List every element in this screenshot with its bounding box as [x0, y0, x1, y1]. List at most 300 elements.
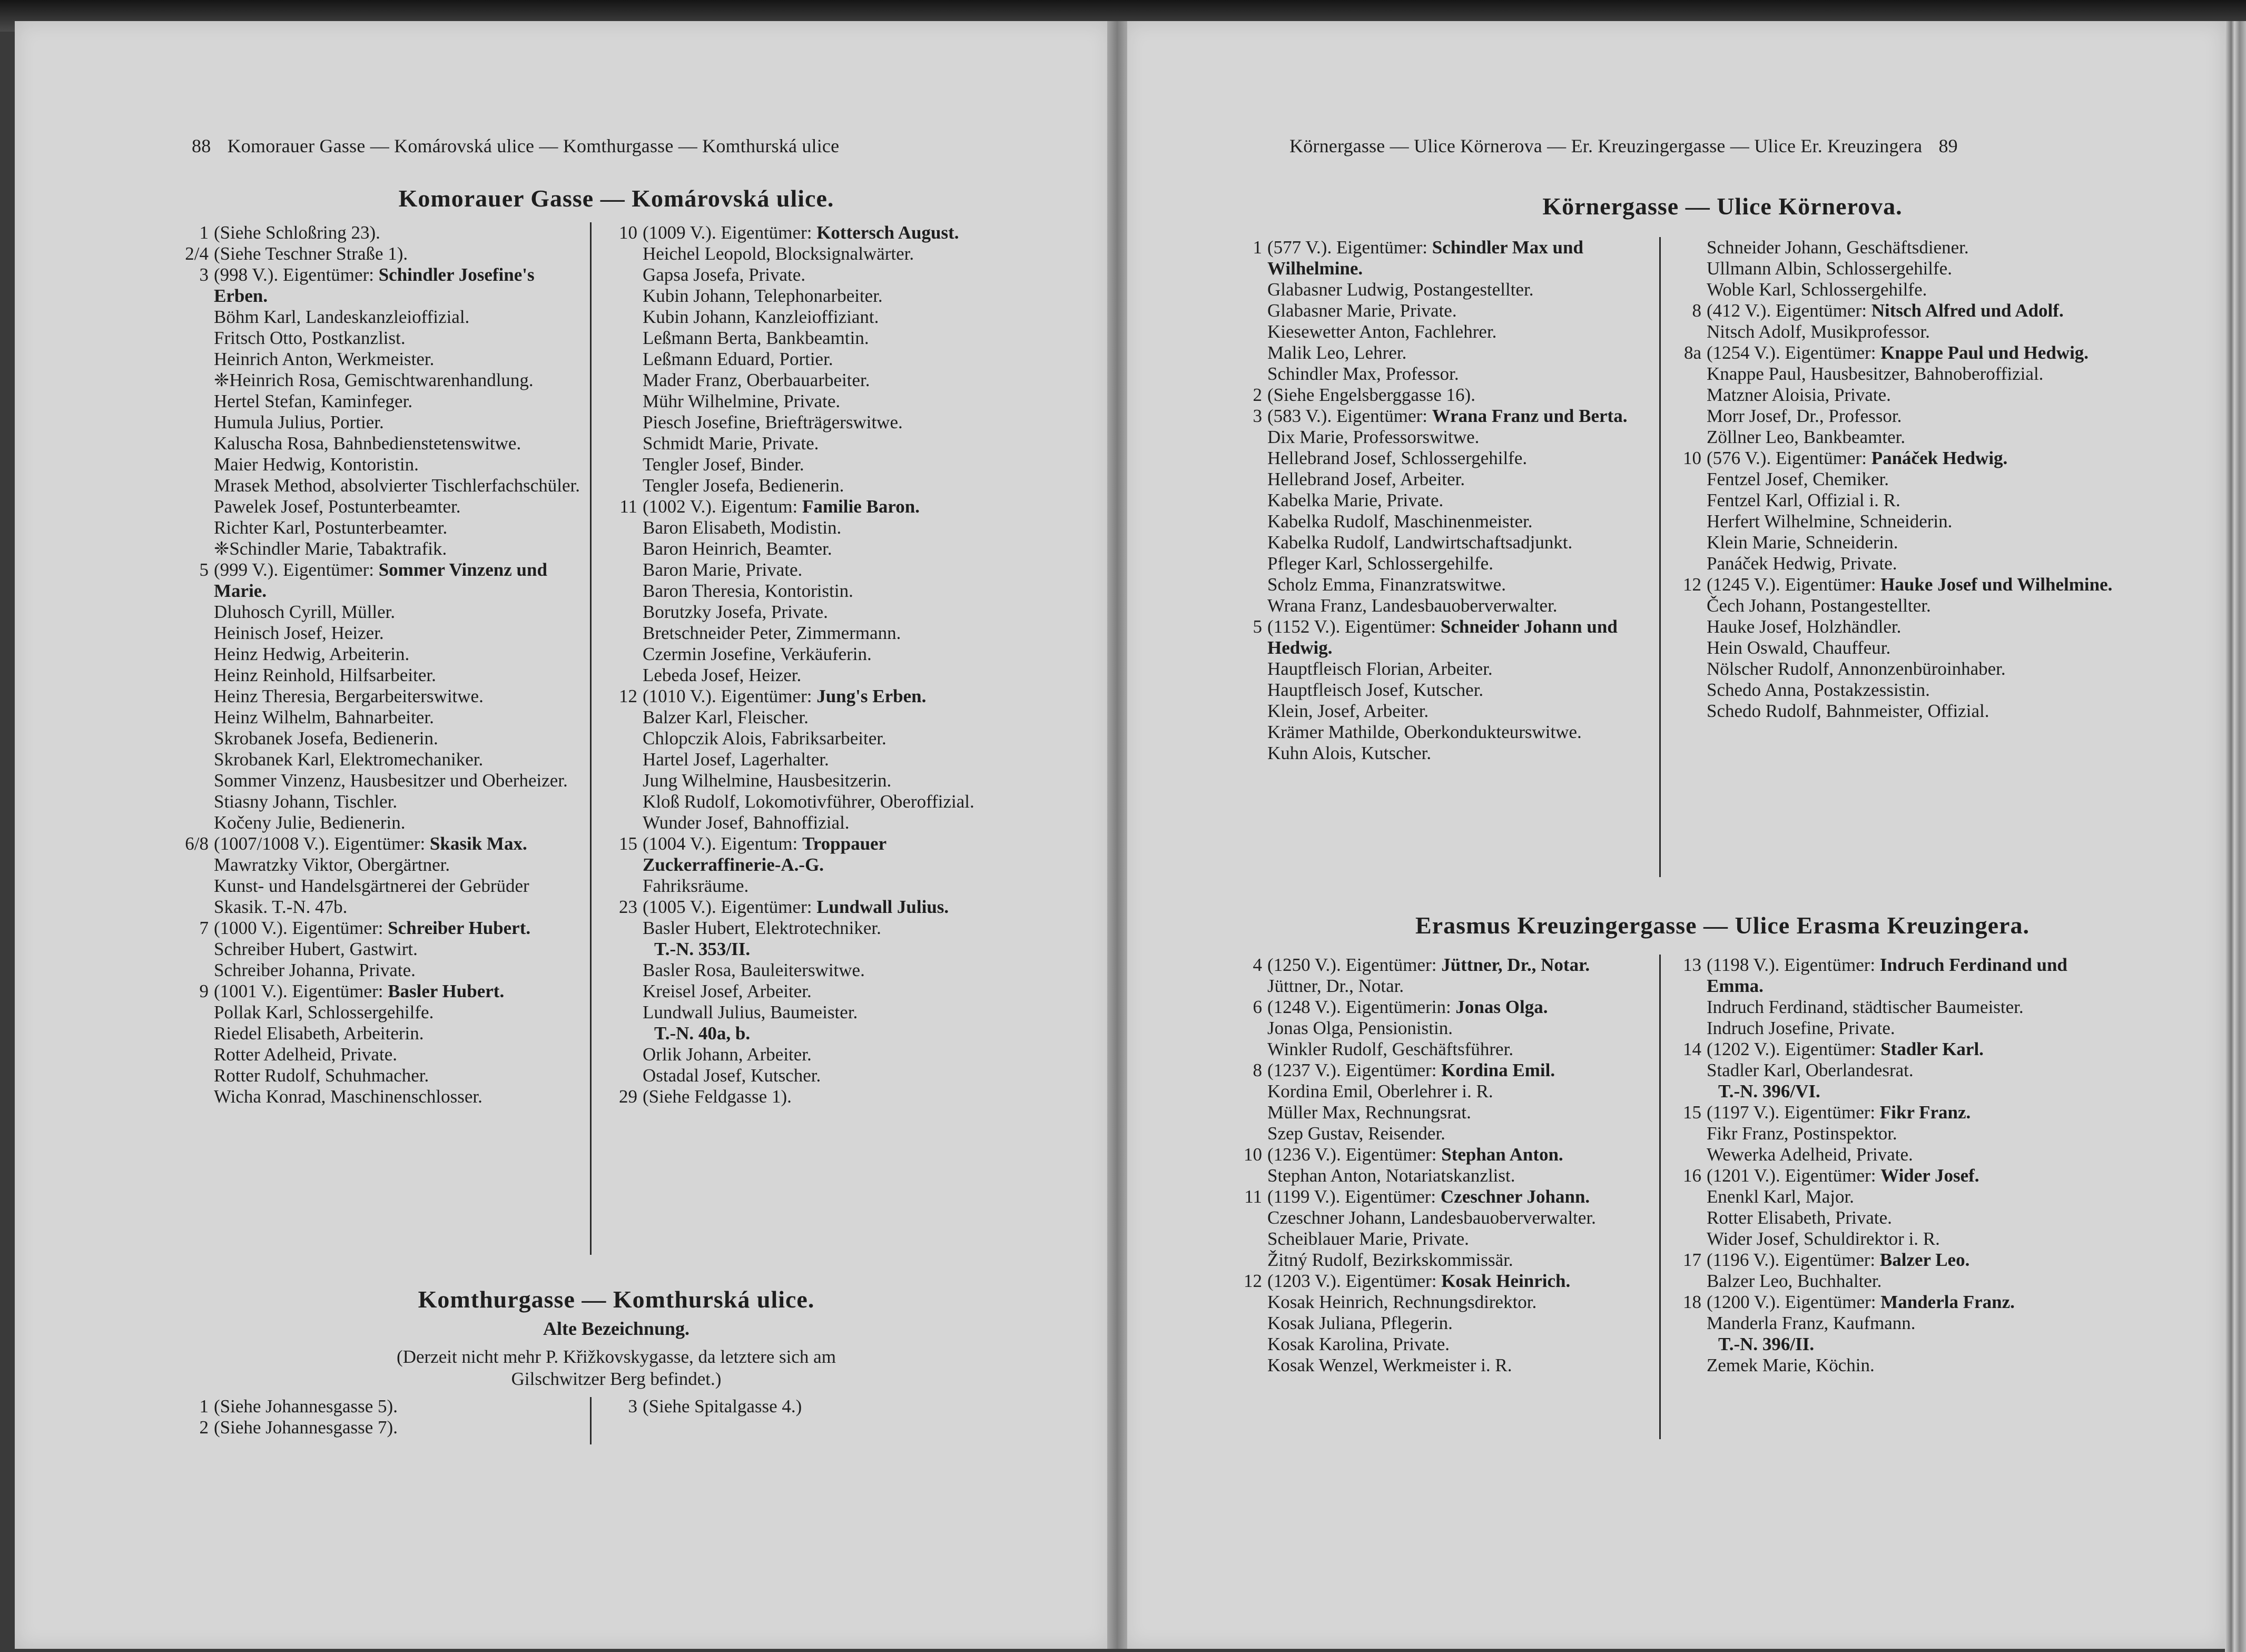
house-info: (1248 V.). Eigentümerin:: [1267, 997, 1451, 1017]
resident: Zemek Marie, Köchin.: [1707, 1355, 1875, 1375]
resident: Kabelka Rudolf, Maschinenmeister.: [1267, 511, 1533, 532]
resident: Herfert Wilhelmine, Schneiderin.: [1707, 511, 1953, 532]
resident: Czermin Josefine, Verkäuferin.: [643, 644, 872, 664]
house-info: (1002 V.). Eigentum:: [643, 496, 798, 517]
resident: Jüttner, Dr., Notar.: [1267, 976, 1404, 996]
house-info: (1250 V.). Eigentümer:: [1267, 955, 1437, 975]
resident: Indruch Josefine, Private.: [1707, 1018, 1895, 1038]
house-entry: [1659, 1102, 2120, 1165]
house-number: 2: [1253, 385, 1262, 405]
house-entry: [1220, 385, 1654, 406]
resident: Gapsa Josefa, Private.: [643, 264, 806, 285]
owner-name: Schindler Max und Wilhelmine.: [1267, 237, 1583, 279]
resident: Fentzel Karl, Offizial i. R.: [1707, 490, 1900, 510]
resident: Schedo Anna, Postakzessistin.: [1707, 680, 1930, 700]
house-entry: [1659, 1250, 2120, 1292]
resident: Woble Karl, Schlossergehilfe.: [1707, 279, 1927, 300]
house-heading: [1267, 385, 1654, 406]
owner-name: Panáček Hedwig.: [1871, 448, 2008, 468]
owner-name: Wider Josef.: [1880, 1165, 1979, 1186]
house-heading: [643, 897, 1011, 918]
house-info: (583 V.). Eigentümer:: [1267, 406, 1427, 426]
resident: Jung Wilhelmine, Hausbesitzerin.: [643, 770, 892, 791]
house-number: 16: [1683, 1165, 1701, 1186]
house-entry: [1659, 574, 2120, 722]
resident: Schindler Max, Professor.: [1267, 363, 1459, 384]
resident: Kiesewetter Anton, Fachlehrer.: [1267, 321, 1497, 342]
house-info: (1001 V.). Eigentümer:: [214, 981, 383, 1001]
resident: Wider Josef, Schuldirektor i. R.: [1707, 1228, 1940, 1249]
resident: Czeschner Johann, Landesbauoberverwalter.: [1267, 1207, 1596, 1228]
house-number: 12: [1244, 1271, 1262, 1291]
house-heading: [1267, 955, 1654, 976]
house-number: 12: [619, 686, 637, 706]
resident: Hauptfleisch Florian, Arbeiter.: [1267, 658, 1493, 679]
right-page-header: [1289, 135, 1958, 157]
resident: Balzer Karl, Fleischer.: [643, 707, 809, 727]
resident: Scholz Emma, Finanzratswitwe.: [1267, 574, 1506, 595]
resident: Sommer Vinzenz, Hausbesitzer und Oberheizer.: [214, 770, 568, 791]
left-page-header: [192, 135, 839, 157]
resident: Malik Leo, Lehrer.: [1267, 342, 1407, 363]
resident: Hauke Josef, Holzhändler.: [1707, 616, 1902, 637]
house-entry: [1659, 237, 2120, 300]
house-heading: [1267, 237, 1654, 279]
house-heading: [1707, 1250, 2120, 1271]
house-number: 2/4: [185, 243, 209, 264]
house-heading: [1707, 300, 2120, 321]
house-entry: [595, 222, 1011, 496]
house-number: 3: [628, 1396, 637, 1417]
owner-name: Kottersch August.: [816, 222, 959, 243]
owner-name: Wrana Franz und Berta.: [1432, 406, 1628, 426]
section-title-komthur: Komthurgasse — Komthurská ulice.: [418, 1286, 815, 1313]
resident: Čech Johann, Postangestellter.: [1707, 595, 1931, 616]
resident: Glabasner Ludwig, Postangestellter.: [1267, 279, 1534, 300]
section-title-koerner: Körnergasse — Ulice Körnerova.: [1542, 193, 1903, 220]
house-info: (Siehe Teschner Straße 1).: [214, 243, 408, 264]
resident: Kreisel Josef, Arbeiter.: [643, 981, 812, 1001]
house-info: (Siehe Johannesgasse 7).: [214, 1417, 398, 1438]
house-entry: [1220, 1060, 1654, 1144]
house-info: (1245 V.). Eigentümer:: [1707, 574, 1876, 595]
resident: Kunst- und Handelsgärtnerei der Gebrüder Skasik. T.-N. 47b.: [214, 876, 529, 917]
house-entry: [595, 897, 1011, 1086]
resident: Žitný Rudolf, Bezirkskommissär.: [1267, 1250, 1513, 1270]
house-number: 15: [1683, 1102, 1701, 1123]
house-heading: [214, 981, 583, 1002]
resident: Basler Rosa, Bauleiterswitwe.: [643, 960, 865, 980]
komorauer-column-2: [595, 222, 1011, 1107]
resident: Ostadal Josef, Kutscher.: [643, 1065, 821, 1086]
resident: Fikr Franz, Postinspektor.: [1707, 1123, 1897, 1144]
resident: Baron Elisabeth, Modistin.: [643, 517, 842, 538]
resident: Riedel Elisabeth, Arbeiterin.: [214, 1023, 424, 1044]
house-number: 15: [619, 833, 637, 854]
house-number: 3: [199, 264, 209, 285]
resident: Fentzel Josef, Chemiker.: [1707, 469, 1889, 489]
house-info: (Siehe Engelsberggasse 16).: [1267, 385, 1475, 405]
house-entry: [1220, 616, 1654, 764]
resident: Scheiblauer Marie, Private.: [1267, 1228, 1469, 1249]
resident: Tengler Josef, Binder.: [643, 454, 804, 475]
house-entry: [1659, 342, 2120, 448]
owner-name: Kosak Heinrich.: [1441, 1271, 1571, 1291]
house-heading: [1267, 1271, 1654, 1292]
owner-name: Stadler Karl.: [1880, 1039, 1984, 1059]
house-number: 18: [1683, 1292, 1701, 1312]
house-number: 29: [619, 1086, 637, 1107]
resident: Stiasny Johann, Tischler.: [214, 791, 398, 812]
house-entry: [1220, 997, 1654, 1060]
resident: Winkler Rudolf, Geschäftsführer.: [1267, 1039, 1514, 1059]
owner-name: Schneider Johann und Hedwig.: [1267, 616, 1618, 658]
resident: Balzer Leo, Buchhalter.: [1707, 1271, 1882, 1291]
koerner-column-1: [1220, 237, 1654, 764]
house-info: (998 V.). Eigentümer:: [214, 264, 374, 285]
owner-name: Schreiber Hubert.: [388, 918, 531, 938]
house-info: (1237 V.). Eigentümer:: [1267, 1060, 1437, 1080]
house-heading: [1267, 616, 1654, 658]
house-number: 10: [619, 222, 637, 243]
house-entry: [166, 222, 583, 243]
house-heading: [643, 1396, 1011, 1417]
house-heading: [214, 918, 583, 939]
house-number: 8a: [1683, 342, 1701, 363]
resident: Mühr Wilhelmine, Private.: [643, 391, 841, 411]
resident: Hein Oswald, Chauffeur.: [1707, 637, 1891, 658]
koerner-column-2: [1659, 237, 2120, 722]
owner-name: Troppauer Zuckerraffinerie-A.-G.: [643, 833, 886, 875]
resident: Klein Marie, Schneiderin.: [1707, 532, 1898, 553]
resident: Heinisch Josef, Heizer.: [214, 623, 384, 643]
resident: Chlopczik Alois, Fabriksarbeiter.: [643, 728, 886, 749]
resident: Kloß Rudolf, Lokomotivführer, Oberoffizial.: [643, 791, 974, 812]
house-entry: [166, 981, 583, 1107]
resident: Heinz Hedwig, Arbeiterin.: [214, 644, 410, 664]
owner-name: Basler Hubert.: [388, 981, 505, 1001]
resident: Hellebrand Josef, Arbeiter.: [1267, 469, 1465, 489]
house-number: 3: [1253, 406, 1262, 426]
house-info: (Siehe Johannesgasse 5).: [214, 1396, 398, 1417]
resident: Kuhn Alois, Kutscher.: [1267, 743, 1432, 763]
resident: Schreiber Johanna, Private.: [214, 960, 416, 980]
owner-name: Nitsch Alfred und Adolf.: [1871, 300, 2064, 321]
resident: Humula Julius, Portier.: [214, 412, 384, 432]
resident: Bretschneider Peter, Zimmermann.: [643, 623, 901, 643]
resident: Kubin Johann, Kanzleioffiziant.: [643, 307, 879, 327]
resident: Skrobanek Karl, Elektromechaniker.: [214, 749, 484, 770]
resident: Zöllner Leo, Bankbeamter.: [1707, 427, 1906, 447]
house-heading: [1267, 997, 1654, 1018]
house-heading: [1707, 574, 2120, 595]
resident: Baron Theresia, Kontoristin.: [643, 581, 853, 601]
komthur-column-1: [166, 1396, 583, 1438]
resident: Szep Gustav, Reisender.: [1267, 1123, 1445, 1144]
house-entry: [1220, 955, 1654, 997]
resident: Lundwall Julius, Baumeister.: [643, 1002, 858, 1022]
resident: Tengler Josefa, Bedienerin.: [643, 475, 844, 496]
house-info: (Siehe Spitalgasse 4.): [643, 1396, 802, 1417]
owner-name: Kordina Emil.: [1441, 1060, 1555, 1080]
house-number: 11: [1244, 1186, 1262, 1207]
house-heading: [1707, 955, 2120, 997]
house-number: 1: [199, 1396, 209, 1417]
house-entry: [1220, 237, 1654, 385]
house-number: 4: [1253, 955, 1262, 975]
owner-name: Schindler Josefine's Erben.: [214, 264, 535, 306]
house-number: 10: [1244, 1144, 1262, 1165]
phone-number: T.-N. 40a, b.: [654, 1023, 751, 1044]
book-gutter: [1107, 21, 1127, 1649]
house-info: (1202 V.). Eigentümer:: [1707, 1039, 1876, 1059]
house-entry: [595, 833, 1011, 897]
house-entry: [1659, 1039, 2120, 1102]
house-heading: [214, 833, 583, 854]
house-info: (Siehe Feldgasse 1).: [643, 1086, 792, 1107]
resident: Maier Hedwig, Kontoristin.: [214, 454, 419, 475]
house-entry: [1220, 406, 1654, 616]
house-entry: [166, 1417, 583, 1438]
house-number: 10: [1683, 448, 1701, 468]
house-heading: [214, 264, 583, 307]
owner-name: Familie Baron.: [802, 496, 920, 517]
resident: Dix Marie, Professorswitwe.: [1267, 427, 1480, 447]
house-heading: [214, 1417, 583, 1438]
house-info: (1010 V.). Eigentümer:: [643, 686, 812, 706]
resident: Baron Heinrich, Beamter.: [643, 538, 832, 559]
house-entry: [1220, 1271, 1654, 1376]
house-info: (1197 V.). Eigentümer:: [1707, 1102, 1876, 1123]
resident: Kosak Karolina, Private.: [1267, 1334, 1450, 1354]
house-info: (1000 V.). Eigentümer:: [214, 918, 383, 938]
resident: Baron Marie, Private.: [643, 559, 803, 580]
house-entry: [1220, 1144, 1654, 1186]
house-number: 7: [199, 918, 209, 938]
resident: Böhm Karl, Landeskanzleioffizial.: [214, 307, 470, 327]
house-entry: [1659, 300, 2120, 342]
running-title: Körnergasse — Ulice Körnerova — Er. Kreuzingergasse — Ulice Er. Kreuzingera: [1289, 135, 1923, 156]
resident: Pfleger Karl, Schlossergehilfe.: [1267, 553, 1493, 574]
page-number: 89: [1938, 135, 1958, 156]
resident: Leßmann Berta, Bankbeamtin.: [643, 328, 869, 348]
resident: Richter Karl, Postunterbeamter.: [214, 517, 448, 538]
house-heading: [1707, 1039, 2120, 1060]
resident: Hauptfleisch Josef, Kutscher.: [1267, 680, 1484, 700]
house-info: (999 V.). Eigentümer:: [214, 559, 374, 580]
resident: Mrasek Method, absolvierter Tischlerfachschüler.: [214, 475, 580, 496]
house-heading: [214, 1396, 583, 1417]
house-info: (1198 V.). Eigentümer:: [1707, 955, 1876, 975]
house-info: (1236 V.). Eigentümer:: [1267, 1144, 1437, 1165]
resident: Mawratzky Viktor, Obergärtner.: [214, 854, 450, 875]
house-info: (1009 V.). Eigentümer:: [643, 222, 812, 243]
house-info: (1007/1008 V.). Eigentümer:: [214, 833, 426, 854]
owner-name: Jung's Erben.: [816, 686, 927, 706]
house-number: 8: [1253, 1060, 1262, 1080]
resident: Leßmann Eduard, Portier.: [643, 349, 833, 369]
house-entry: [1220, 1186, 1654, 1271]
resident: Rotter Adelheid, Private.: [214, 1044, 397, 1065]
house-info: (1254 V.). Eigentümer:: [1707, 342, 1876, 363]
resident: Morr Josef, Dr., Professor.: [1707, 406, 1902, 426]
house-heading: [643, 833, 1011, 876]
house-entry: [1659, 1292, 2120, 1376]
house-heading: [1267, 1144, 1654, 1165]
resident: Manderla Franz, Kaufmann.: [1707, 1313, 1916, 1333]
house-number: 2: [199, 1417, 209, 1438]
resident: Fahriksräume.: [643, 876, 749, 896]
house-info: (1004 V.). Eigentum:: [643, 833, 798, 854]
house-info: (1152 V.). Eigentümer:: [1267, 616, 1436, 637]
resident: Dluhosch Cyrill, Müller.: [214, 602, 396, 622]
resident: Pollak Karl, Schlossergehilfe.: [214, 1002, 434, 1022]
resident: Glabasner Marie, Private.: [1267, 300, 1457, 321]
resident: Schedo Rudolf, Bahnmeister, Offizial.: [1707, 701, 1989, 721]
house-info: (Siehe Schloßring 23).: [214, 222, 380, 243]
resident: Stephan Anton, Notariatskanzlist.: [1267, 1165, 1515, 1186]
house-entry: [595, 686, 1011, 833]
house-heading: [1707, 1165, 2120, 1186]
house-heading: [1707, 1292, 2120, 1313]
phone-number: T.-N. 396/II.: [1718, 1334, 1815, 1354]
owner-name: Lundwall Julius.: [816, 897, 949, 917]
house-entry: [1659, 448, 2120, 574]
house-entry: [166, 559, 583, 833]
resident: Skrobanek Josefa, Bedienerin.: [214, 728, 438, 749]
resident: Mader Franz, Oberbauarbeiter.: [643, 370, 870, 390]
house-heading: [1267, 1186, 1654, 1207]
resident: Kočeny Julie, Bedienerin.: [214, 812, 406, 833]
resident: Klein, Josef, Arbeiter.: [1267, 701, 1429, 721]
owner-name: Sommer Vinzenz und Marie.: [214, 559, 547, 601]
owner-name: Knappe Paul und Hedwig.: [1880, 342, 2089, 363]
house-heading: [643, 686, 1011, 707]
house-number: 23: [619, 897, 637, 917]
resident: Stadler Karl, Oberlandesrat.: [1707, 1060, 1914, 1080]
resident: Kubin Johann, Telephonarbeiter.: [643, 286, 883, 306]
resident: Wicha Konrad, Maschinenschlosser.: [214, 1086, 482, 1107]
house-number: 5: [199, 559, 209, 580]
resident: Heinrich Anton, Werkmeister.: [214, 349, 435, 369]
resident: ❈Heinrich Rosa, Gemischtwarenhandlung.: [214, 370, 534, 390]
resident: Ullmann Albin, Schlossergehilfe.: [1707, 258, 1952, 279]
resident: Krämer Mathilde, Oberkondukteurswitwe.: [1267, 722, 1582, 742]
house-number: 8: [1692, 300, 1701, 321]
house-entry: [595, 496, 1011, 686]
resident: Kosak Wenzel, Werkmeister i. R.: [1267, 1355, 1512, 1375]
note-line-1: (Derzeit nicht mehr P. Křižkovskygasse, da letztere sich am: [397, 1346, 836, 1367]
resident: Knappe Paul, Hausbesitzer, Bahnoberoffizial.: [1707, 363, 2044, 384]
section-title-komorauer: Komorauer Gasse — Komárovská ulice.: [398, 185, 834, 212]
old-name-label: Alte Bezeichnung.: [543, 1318, 689, 1339]
house-number: 1: [199, 222, 209, 243]
owner-name: Czeschner Johann.: [1440, 1186, 1590, 1207]
resident: Kabelka Rudolf, Landwirtschaftsadjunkt.: [1267, 532, 1573, 553]
resident: Fritsch Otto, Postkanzlist.: [214, 328, 406, 348]
page-number: 88: [192, 135, 211, 156]
komthur-column-2: [595, 1396, 1011, 1417]
resident: Indruch Ferdinand, städtischer Baumeister.: [1707, 997, 2024, 1017]
resident: Piesch Josefine, Briefträgerswitwe.: [643, 412, 903, 432]
house-info: (576 V.). Eigentümer:: [1707, 448, 1867, 468]
owner-name: Stephan Anton.: [1441, 1144, 1563, 1165]
column-divider: [590, 1397, 592, 1444]
resident: Enenkl Karl, Major.: [1707, 1186, 1854, 1207]
resident: Wunder Josef, Bahnoffizial.: [643, 812, 850, 833]
resident: Schneider Johann, Geschäftsdiener.: [1707, 237, 1969, 258]
house-heading: [214, 222, 583, 243]
column-divider: [590, 222, 592, 1255]
running-title: Komorauer Gasse — Komárovská ulice — Komthurgasse — Komthurská ulice: [227, 135, 840, 156]
house-heading: [1707, 342, 2120, 363]
resident: Lebeda Josef, Heizer.: [643, 665, 802, 685]
house-info: (1196 V.). Eigentümer:: [1707, 1250, 1876, 1270]
resident: Schreiber Hubert, Gastwirt.: [214, 939, 418, 959]
house-heading: [643, 496, 1011, 517]
house-heading: [1267, 406, 1654, 427]
house-entry: [166, 264, 583, 559]
resident: ❈Schindler Marie, Tabaktrafik.: [214, 538, 447, 559]
house-info: (577 V.). Eigentümer:: [1267, 237, 1427, 258]
resident: Wrana Franz, Landesbauoberverwalter.: [1267, 595, 1558, 616]
house-number: 13: [1683, 955, 1701, 975]
house-number: 14: [1683, 1039, 1701, 1059]
house-heading: [214, 243, 583, 264]
resident: Basler Hubert, Elektrotechniker.: [643, 918, 881, 938]
resident: Hartel Josef, Lagerhalter.: [643, 749, 829, 770]
owner-name: Jüttner, Dr., Notar.: [1441, 955, 1590, 975]
resident: Matzner Aloisia, Private.: [1707, 385, 1891, 405]
house-entry: [1659, 1165, 2120, 1250]
erasmus-column-2: [1659, 955, 2120, 1376]
house-heading: [1267, 1060, 1654, 1081]
resident: Heichel Leopold, Blocksignalwärter.: [643, 243, 914, 264]
resident: Rotter Elisabeth, Private.: [1707, 1207, 1892, 1228]
house-heading: [643, 1086, 1011, 1107]
house-heading: [1707, 448, 2120, 469]
erasmus-column-1: [1220, 955, 1654, 1376]
house-info: (1005 V.). Eigentümer:: [643, 897, 812, 917]
section-title-erasmus: Erasmus Kreuzingergasse — Ulice Erasma Kreuzingera.: [1415, 912, 2030, 939]
resident: Kosak Heinrich, Rechnungsdirektor.: [1267, 1292, 1537, 1312]
resident: Borutzky Josefa, Private.: [643, 602, 828, 622]
house-number: 9: [199, 981, 209, 1001]
komorauer-column-1: [166, 222, 583, 1107]
owner-name: Balzer Leo.: [1879, 1250, 1970, 1270]
resident: Orlik Johann, Arbeiter.: [643, 1044, 812, 1065]
resident: Kosak Juliana, Pflegerin.: [1267, 1313, 1453, 1333]
owner-name: Indruch Ferdinand und Emma.: [1707, 955, 2067, 996]
house-entry: [166, 833, 583, 918]
resident: Jonas Olga, Pensionistin.: [1267, 1018, 1453, 1038]
house-entry: [166, 243, 583, 264]
owner-name: Hauke Josef und Wilhelmine.: [1880, 574, 2113, 595]
house-info: (1200 V.). Eigentümer:: [1707, 1292, 1876, 1312]
house-number: 1: [1253, 237, 1262, 258]
house-number: 12: [1683, 574, 1701, 595]
house-number: 6/8: [185, 833, 209, 854]
house-entry: [1659, 955, 2120, 1039]
house-info: (412 V.). Eigentümer:: [1707, 300, 1867, 321]
house-heading: [1707, 1102, 2120, 1123]
house-info: (1199 V.). Eigentümer:: [1267, 1186, 1436, 1207]
resident: Heinz Reinhold, Hilfsarbeiter.: [214, 665, 436, 685]
house-number: 6: [1253, 997, 1262, 1017]
resident: Wewerka Adelheid, Private.: [1707, 1144, 1913, 1165]
house-entry: [595, 1396, 1011, 1417]
note-line-2: Gilschwitzer Berg befindet.): [511, 1369, 722, 1389]
